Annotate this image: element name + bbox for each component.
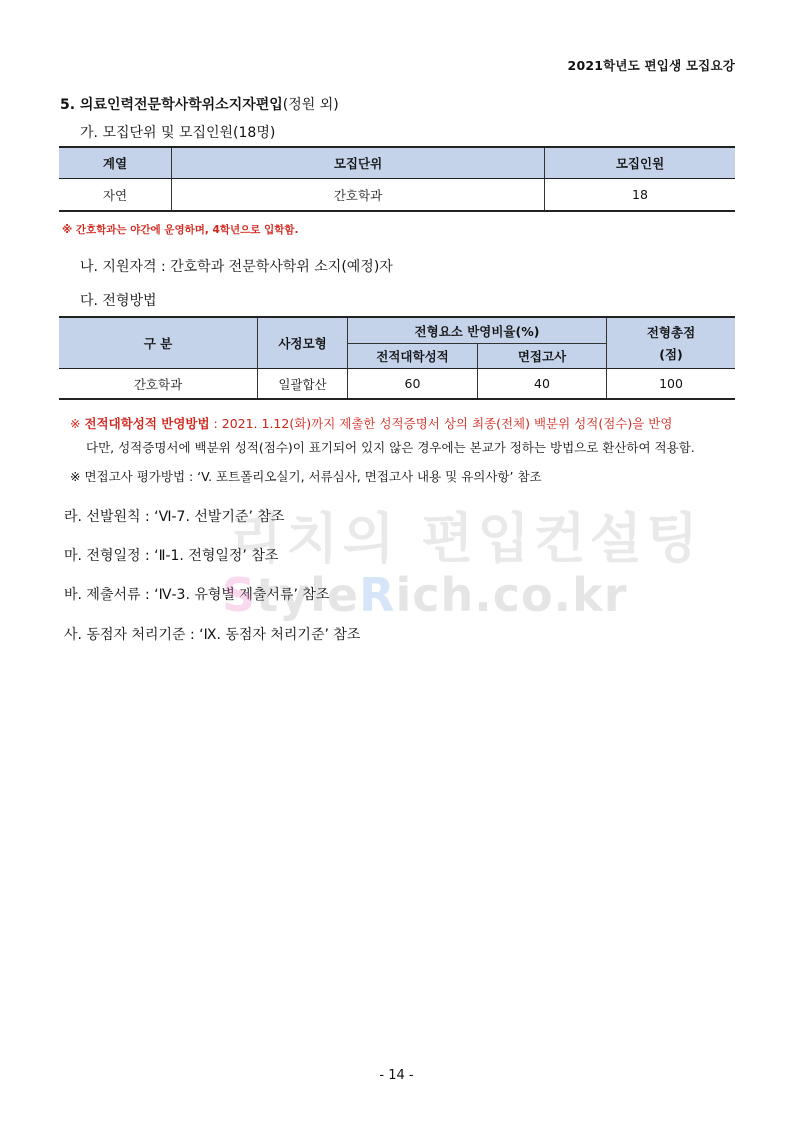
table-row	[59, 179, 735, 212]
table-row	[59, 369, 735, 400]
item-tie-rule: 사. 동점자 처리기준 : ‘Ⅸ. 동점자 처리기준’ 참조	[64, 627, 361, 643]
cell-unit: 간호학과	[172, 179, 545, 212]
cell-total: 100	[607, 369, 736, 400]
th-model: 사정모형	[258, 317, 348, 369]
cell-ratio-grade: 60	[348, 369, 478, 400]
th-ratio: 전형요소 반영비율(%)	[348, 317, 607, 344]
section-title-sub: (정원 외)	[282, 97, 339, 113]
th-total-line2: (점)	[659, 347, 683, 362]
watermark-rest: ich.co.kr	[395, 568, 628, 622]
selection-table	[59, 316, 735, 400]
th-total-line1: 전형총점	[646, 325, 696, 340]
th-count: 모집인원	[545, 147, 736, 179]
th-ratio-interview: 면접고사	[478, 344, 607, 369]
recruit-table	[59, 146, 735, 212]
note-mark: ※	[70, 416, 81, 431]
cell-category: 간호학과	[59, 369, 258, 400]
watermark-tyle: tyle	[256, 568, 360, 622]
th-total	[607, 317, 736, 369]
watermark-r: R	[359, 568, 396, 622]
note-night-class: ※ 간호학과는 야간에 운영하며, 4학년으로 입학함.	[62, 224, 299, 236]
section-title-main: 5. 의료인력전문학사학위소지자편입	[60, 97, 283, 113]
note-grade-method-line2: 다만, 성적증명서에 백분위 성적(점수)이 표기되어 있지 않은 경우에는 본교가 정하는 방법으로 환산하여 적용함.	[86, 440, 695, 455]
note-grade-method	[70, 414, 672, 432]
th-ratio-grade: 전적대학성적	[348, 344, 478, 369]
item-schedule: 마. 전형일정 : ‘Ⅱ-1. 전형일정’ 참조	[64, 548, 279, 564]
note-grade-method-text: : 2021. 1.12(화)까지 제출한 성적증명서 상의 최종(전체) 백분위 성적(점수)을 반영	[209, 416, 673, 431]
watermark-s: S	[222, 568, 257, 622]
subsection-na: 나. 지원자격 : 간호학과 전문학사학위 소지(예정)자	[80, 259, 393, 275]
cell-field: 자연	[102, 187, 128, 203]
watermark-korean: 리치의 편입컨설팅	[230, 506, 703, 570]
note-interview-method: ※ 면접고사 평가방법 : ‘V. 포트폴리오실기, 서류심사, 면접고사 내용 및 유의사항’ 참조	[70, 469, 542, 484]
item-documents: 바. 제출서류 : ‘Ⅳ-3. 유형별 제출서류’ 참조	[64, 587, 330, 603]
subsection-ga: 가. 모집단위 및 모집인원(18명)	[80, 125, 276, 141]
th-unit: 모집단위	[172, 147, 545, 179]
th-field: 계열	[59, 147, 172, 179]
cell-model: 일괄합산	[258, 369, 348, 400]
document-header: 2021학년도 편입생 모집요강	[567, 58, 735, 73]
watermark-url	[222, 568, 627, 622]
cell-count: 18	[545, 179, 736, 212]
section-title	[60, 94, 339, 114]
cell-ratio-interview: 40	[478, 369, 607, 400]
subsection-da: 다. 전형방법	[80, 293, 157, 309]
item-selection-principle: 라. 선발원칙 : ‘Ⅵ-7. 선발기준’ 참조	[64, 509, 285, 525]
th-category: 구 분	[59, 317, 258, 369]
note-grade-method-title: 전적대학성적 반영방법	[84, 416, 210, 431]
page-number: - 14 -	[379, 1068, 414, 1083]
